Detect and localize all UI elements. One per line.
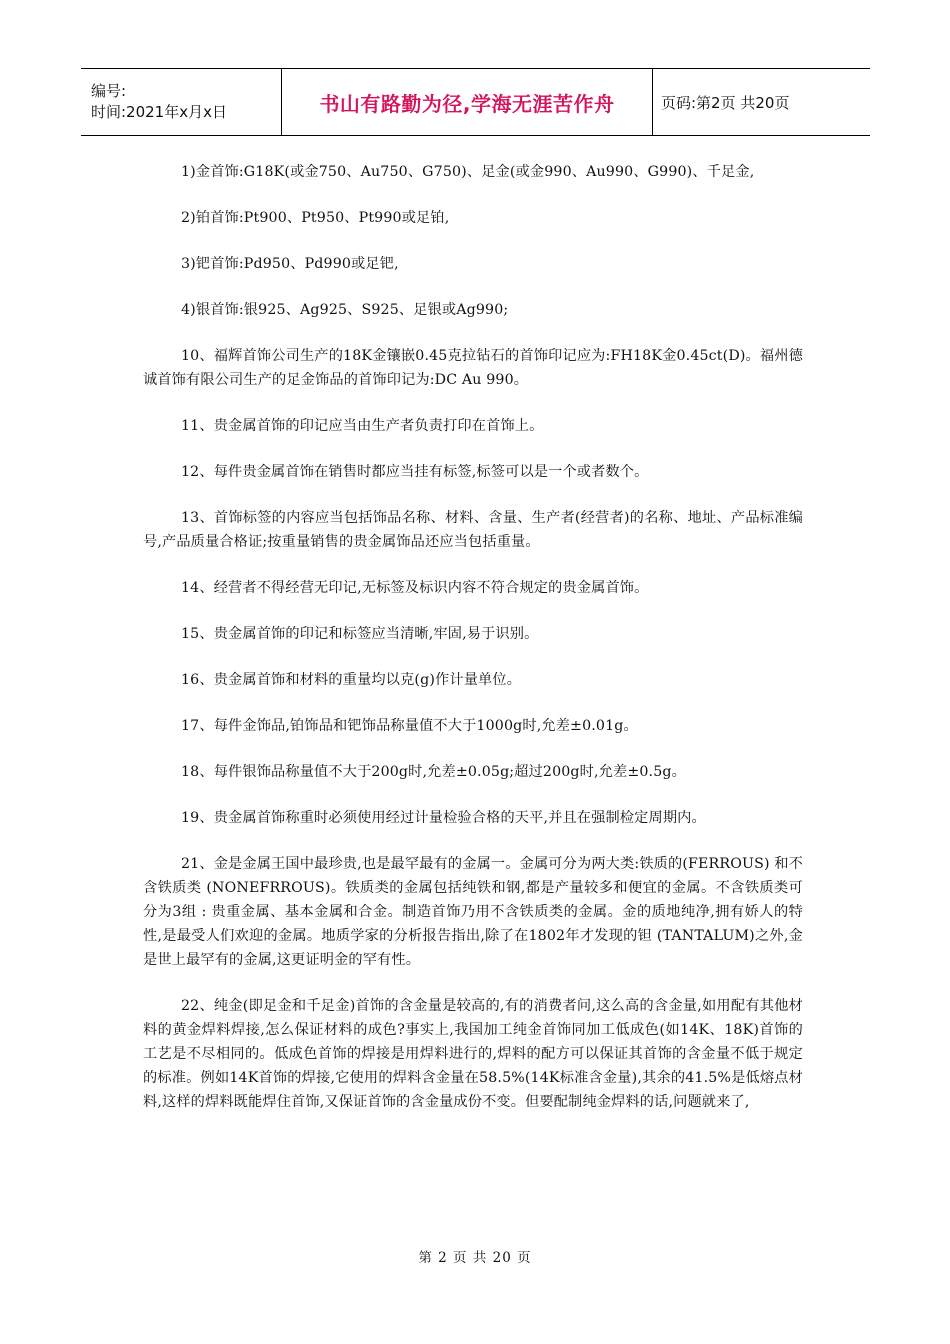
paragraph-platinum-marking: 2)铂首饰:Pt900、Pt950、Pt990或足铂, xyxy=(181,210,450,226)
paragraph-silver-marking: 4)银首饰:银925、Ag925、S925、足银或Ag990; xyxy=(181,302,509,318)
paragraph-15: 15、贵金属首饰的印记和标签应当清晰,牢固,易于识别。 xyxy=(181,626,539,642)
paragraph-10: 10、福辉首饰公司生产的18K金镶嵌0.45克拉钻石的首饰印记应为:FH18K金0.45ct(D)。福州德诚首饰有限公司生产的足金饰品的首饰印记为:DC Au 990。 xyxy=(143,348,803,388)
paragraph-gold-marking: 1)金首饰:G18K(或金750、Au750、G750)、足金(或金990、Au990、G990)、千足金, xyxy=(181,164,755,180)
paragraph-13: 13、首饰标签的内容应当包括饰品名称、材料、含量、生产者(经营者)的名称、地址、产品标准编号,产品质量合格证;按重量销售的贵金属饰品还应当包括重量。 xyxy=(143,510,803,550)
paragraph-17: 17、每件金饰品,铂饰品和钯饰品称量值不大于1000g时,允差±0.01g。 xyxy=(181,718,638,734)
footer-page-number: 第 2 页 共 20 页 xyxy=(418,1250,532,1266)
document-body xyxy=(143,160,803,1136)
document-date: 时间:2021年x月x日 xyxy=(91,103,227,121)
paragraph-21: 21、金是金属王国中最珍贵,也是最罕最有的金属一。金属可分为两大类:铁质的(FERROUS) 和不含铁质类 (NONEFRROUS)。铁质类的金属包括纯铁和钢,都是产量较多和便宜的金属。不含铁质类可分为3组 : 贵重金属、基本金属和合金。制造首饰乃用不含铁质类的金属。金的质地纯净,拥有娇人的特性,是最受人们欢迎的金属。地质学家的分析报告指出,除了在1802年才发现的钽 (TANTALUM)之外,金是世上最罕有的金属,这更证明金的罕有性。 xyxy=(143,856,803,968)
paragraph-22: 22、纯金(即足金和千足金)首饰的含金量是较高的,有的消费者问,这么高的含金量,如用配有其他材料的黄金焊料焊接,怎么保证材料的成色?事实上,我国加工纯金首饰同加工低成色(如14K、18K)首饰的工艺是不尽相同的。低成色首饰的焊接是用焊料进行的,焊料的配方可以保证其首饰的含金量不低于规定的标准。例如14K首饰的焊接,它使用的焊料含金量在58.5%(14K标准含金量),其余的41.5%是低熔点材料,这样的焊料既能焊住首饰,又保证首饰的含金量成份不变。但要配制纯金焊料的话,问题就来了, xyxy=(143,998,803,1110)
paragraph-palladium-marking: 3)钯首饰:Pd950、Pd990或足钯, xyxy=(181,256,399,272)
header-meta-cell xyxy=(81,69,281,135)
paragraph-14: 14、经营者不得经营无印记,无标签及标识内容不符合规定的贵金属首饰。 xyxy=(181,580,649,596)
header-motto: 书山有路勤为径,学海无涯苦作舟 xyxy=(319,91,615,116)
paragraph-16: 16、贵金属首饰和材料的重量均以克(g)作计量单位。 xyxy=(181,672,522,688)
paragraph-19: 19、贵金属首饰称重时必须使用经过计量检验合格的天平,并且在强制检定周期内。 xyxy=(181,810,706,826)
paragraph-11: 11、贵金属首饰的印记应当由生产者负责打印在首饰上。 xyxy=(181,418,544,434)
header-page-cell xyxy=(653,69,870,135)
header-page-info: 页码:第2页 共20页 xyxy=(661,93,790,112)
page-footer xyxy=(0,1246,950,1266)
paragraph-12: 12、每件贵金属首饰在销售时都应当挂有标签,标签可以是一个或者数个。 xyxy=(181,464,649,480)
document-number-label: 编号: xyxy=(91,82,127,100)
header-table xyxy=(81,68,870,136)
paragraph-18: 18、每件银饰品称量值不大于200g时,允差±0.05g;超过200g时,允差±0.5g。 xyxy=(181,764,686,780)
header-motto-cell xyxy=(281,69,653,135)
